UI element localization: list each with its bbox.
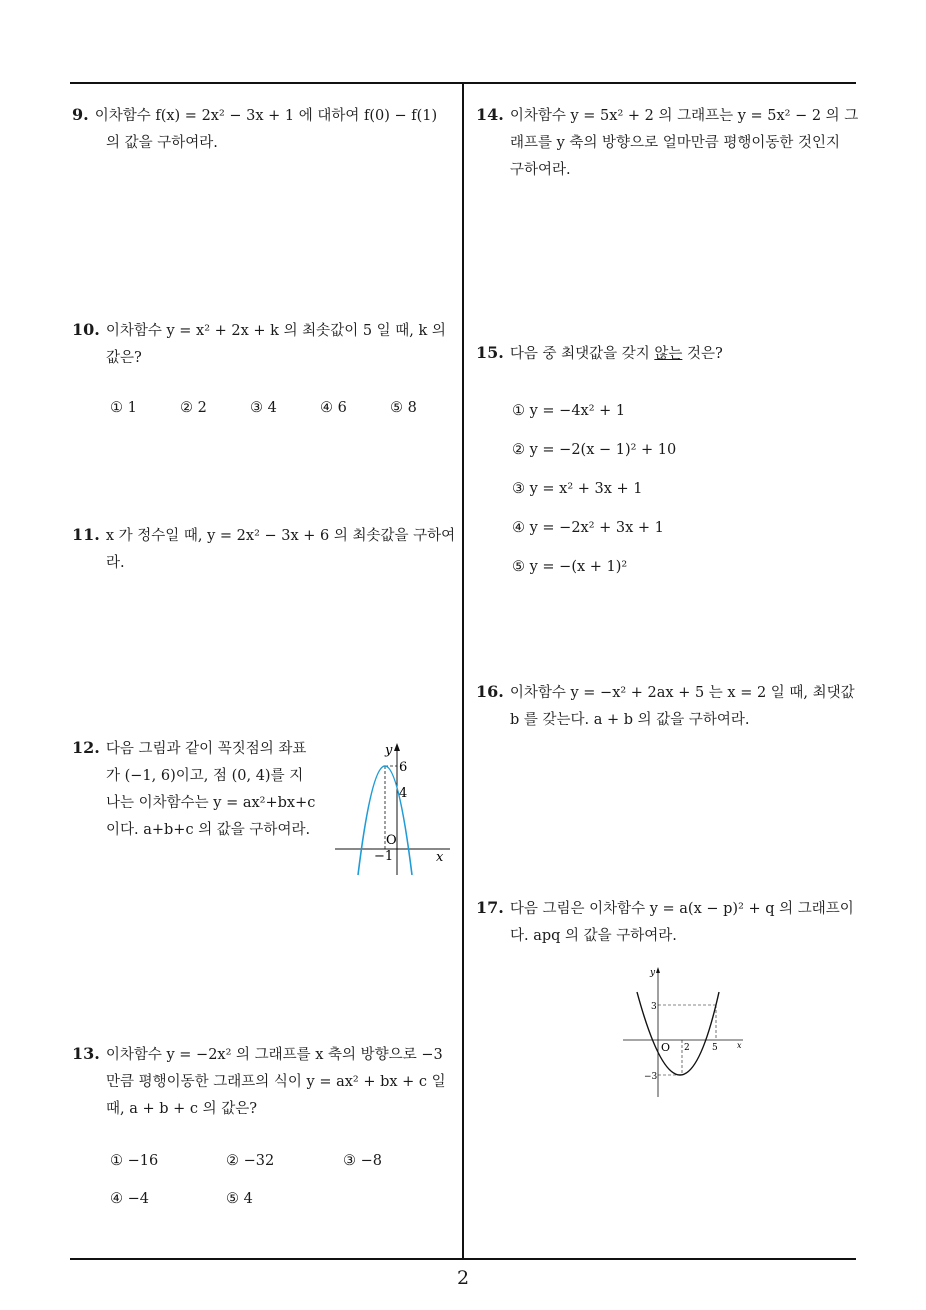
question-16 — [476, 678, 861, 734]
question-10 — [72, 316, 457, 372]
choice-3[interactable]: ③ y = x² + 3x + 1 — [512, 481, 643, 497]
tick-label-5: 5 — [712, 1043, 718, 1053]
question-text: 의 값을 구하여라. — [106, 135, 218, 151]
y-axis-label: y — [385, 743, 393, 758]
choice-5[interactable]: ⑤ 8 — [390, 400, 417, 416]
choice-3[interactable]: ③ 4 — [250, 400, 277, 416]
question-text: x 가 정수일 때, y = 2x² − 3x + 6 의 최솟값을 구하여 — [105, 528, 456, 544]
question-text: 이다. a+b+c 의 값을 구하여라. — [106, 822, 311, 838]
tick-label-minus1: −1 — [374, 849, 394, 864]
graph-q17 — [618, 962, 748, 1102]
question-15 — [476, 339, 861, 368]
question-14 — [476, 101, 861, 184]
choice-3[interactable]: ③ −8 — [343, 1153, 382, 1169]
question-text: 래프를 y 축의 방향으로 얼마만큼 평행이동한 것인지 — [510, 135, 840, 151]
question-text: 이차함수 f(x) = 2x² − 3x + 1 에 대하여 f(0) − f(1) — [94, 108, 438, 124]
choice-1[interactable]: ① y = −4x² + 1 — [512, 403, 626, 419]
bottom-rule — [70, 1258, 856, 1260]
column-divider — [462, 82, 464, 1259]
question-number: 13. — [72, 1044, 100, 1063]
tick-label-minus3: −3 — [644, 1072, 658, 1082]
question-number: 16. — [476, 682, 504, 701]
question-text: 나는 이차함수는 y = ax²+bx+c — [106, 795, 316, 811]
choice-2[interactable]: ② y = −2(x − 1)² + 10 — [512, 442, 677, 458]
question-17 — [476, 894, 861, 950]
question-number: 9. — [72, 105, 89, 124]
question-text: 라. — [106, 555, 125, 571]
parabola-curve — [637, 992, 719, 1075]
choice-4[interactable]: ④ 6 — [320, 400, 347, 416]
question-12 — [72, 734, 332, 844]
question-text: 이차함수 y = −x² + 2ax + 5 는 x = 2 일 때, 최댓값 — [509, 685, 855, 701]
question-number: 12. — [72, 738, 100, 757]
question-text: 이차함수 y = −2x² 의 그래프를 x 축의 방향으로 −3 — [105, 1047, 443, 1063]
question-number: 14. — [476, 105, 504, 124]
choice-2[interactable]: ② 2 — [180, 400, 207, 416]
question-number: 15. — [476, 343, 504, 362]
origin-label: O — [386, 833, 397, 848]
question-text: 다음 중 최댓값을 갖지 — [509, 346, 655, 362]
question-13 — [72, 1040, 460, 1123]
question-text: 값은? — [106, 350, 142, 366]
underlined-word: 않는 — [654, 346, 683, 362]
choice-5[interactable]: ⑤ 4 — [226, 1191, 253, 1207]
question-text: 다음 그림은 이차함수 y = a(x − p)² + q 의 그래프이 — [509, 901, 854, 917]
x-axis-label: x — [436, 850, 444, 865]
y-axis-label: y — [650, 968, 656, 978]
x-axis-label: x — [737, 1041, 742, 1050]
choice-2[interactable]: ② −32 — [226, 1153, 275, 1169]
question-text: 이차함수 y = 5x² + 2 의 그래프는 y = 5x² − 2 의 그 — [509, 108, 859, 124]
choice-4[interactable]: ④ y = −2x² + 3x + 1 — [512, 520, 664, 536]
graph-q12 — [330, 740, 455, 880]
question-text: 것은? — [682, 346, 723, 362]
tick-label-4: 4 — [399, 786, 408, 801]
page-number: 2 — [456, 1267, 470, 1289]
question-text: 다음 그림과 같이 꼭짓점의 좌표 — [105, 741, 307, 757]
tick-label-2: 2 — [684, 1043, 690, 1053]
question-text: 구하여라. — [510, 162, 571, 178]
choice-5[interactable]: ⑤ y = −(x + 1)² — [512, 559, 628, 575]
question-text: 만큼 평행이동한 그래프의 식이 y = ax² + bx + c 일 — [106, 1074, 446, 1090]
tick-label-3: 3 — [651, 1002, 657, 1012]
question-text: 이차함수 y = x² + 2x + k 의 최솟값이 5 일 때, k 의 — [105, 323, 446, 339]
question-number: 11. — [72, 525, 100, 544]
question-text: 때, a + b + c 의 값은? — [106, 1101, 258, 1117]
question-number: 10. — [72, 320, 100, 339]
y-axis-arrow — [394, 743, 400, 751]
question-number: 17. — [476, 898, 504, 917]
question-11 — [72, 521, 457, 577]
tick-label-6: 6 — [399, 760, 408, 775]
choice-1[interactable]: ① 1 — [110, 400, 137, 416]
question-text: 가 (−1, 6)이고, 점 (0, 4)를 지 — [106, 768, 304, 784]
question-text: b 를 갖는다. a + b 의 값을 구하여라. — [510, 712, 750, 728]
question-text: 다. apq 의 값을 구하여라. — [510, 928, 677, 944]
y-axis-arrow — [656, 967, 660, 973]
question-9 — [72, 101, 457, 157]
choice-1[interactable]: ① −16 — [110, 1153, 159, 1169]
origin-label: O — [661, 1041, 671, 1054]
choice-4[interactable]: ④ −4 — [110, 1191, 149, 1207]
